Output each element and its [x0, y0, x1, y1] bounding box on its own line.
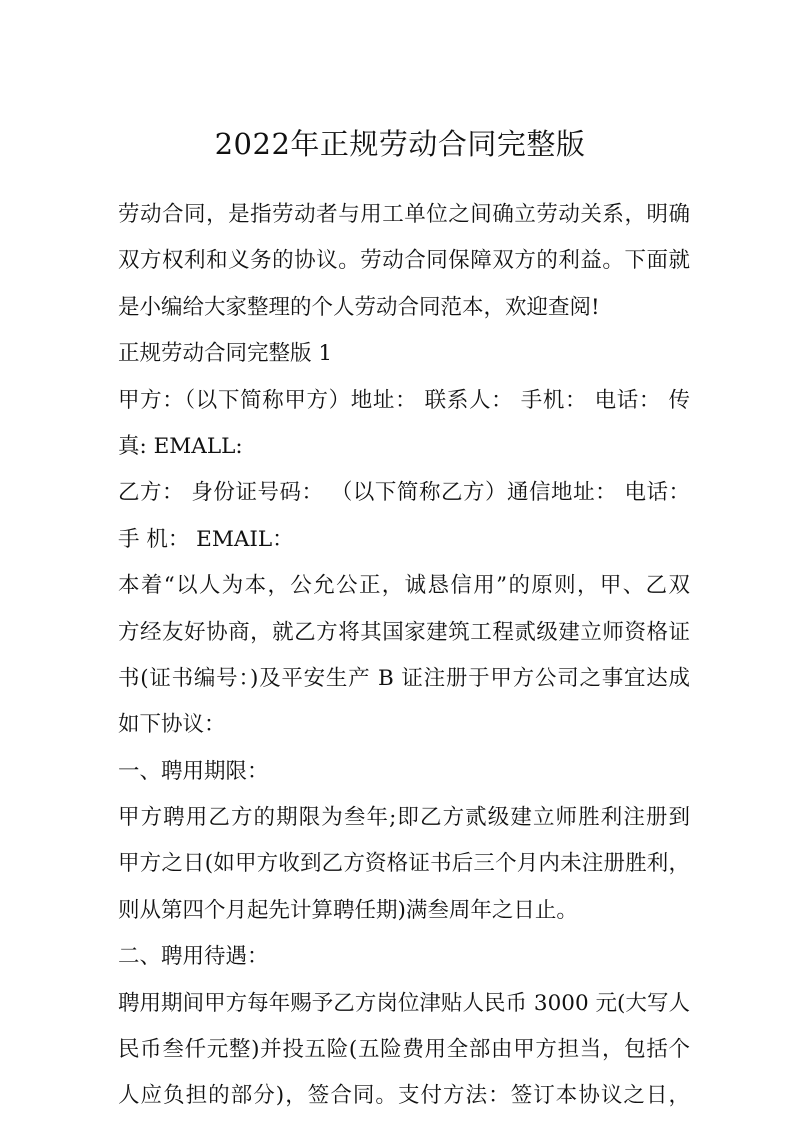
section-heading: 二、聘用待遇： [118, 944, 269, 970]
paragraph-line: 甲方聘用乙方的期限为叁年;即乙方贰级建立师胜利注册到 [118, 805, 690, 831]
section-heading: 正规劳动合同完整版 1 [118, 341, 333, 367]
party-a-line: 甲方：（以下简称甲方）地址： 联系人： 手机： 电话： 传 [118, 387, 690, 413]
paragraph-line: 则从第四个月起先计算聘任期)满叁周年之日止。 [118, 897, 578, 923]
paragraph-line: 甲方之日(如甲方收到乙方资格证书后三个月内未注册胜利， [118, 851, 690, 877]
paragraph-line: 本着“以人为本，公允公正，诚恳信用”的原则，甲、乙双 [118, 573, 690, 599]
paragraph-line: 聘用期间甲方每年赐予乙方岗位津贴人民币 3000 元(大写人 [118, 990, 690, 1016]
paragraph-line: 方经友好协商，就乙方将其国家建筑工程贰级建立师资格证 [118, 619, 690, 645]
paragraph-line: 书(证书编号：)及平安生产 B 证注册于甲方公司之事宜达成 [118, 665, 690, 691]
paragraph-line: 双方权利和义务的协议。劳动合同保障双方的利益。下面就 [118, 248, 690, 274]
paragraph-line: 民币叁仟元整)并投五险(五险费用全部由甲方担当，包括个 [118, 1037, 690, 1063]
section-heading: 一、聘用期限： [118, 758, 269, 784]
document-title: 2022年正规劳动合同完整版 [214, 127, 586, 161]
paragraph-line: 劳动合同，是指劳动者与用工单位之间确立劳动关系，明确 [118, 202, 690, 227]
party-b-line: 手 机： EMAIL： [118, 526, 294, 552]
party-a-line: 真: EMALL: [118, 433, 243, 459]
paragraph-line: 人应负担的部分)，签合同。支付方法：签订本协议之日， [118, 1083, 690, 1109]
paragraph-line: 如下协议： [118, 712, 226, 738]
document-body [118, 192, 690, 1120]
paragraph-line: 是小编给大家整理的个人劳动合同范本，欢迎查阅! [118, 294, 600, 320]
party-b-line: 乙方： 身份证号码： （以下简称乙方）通信地址： 电话： [118, 480, 690, 506]
